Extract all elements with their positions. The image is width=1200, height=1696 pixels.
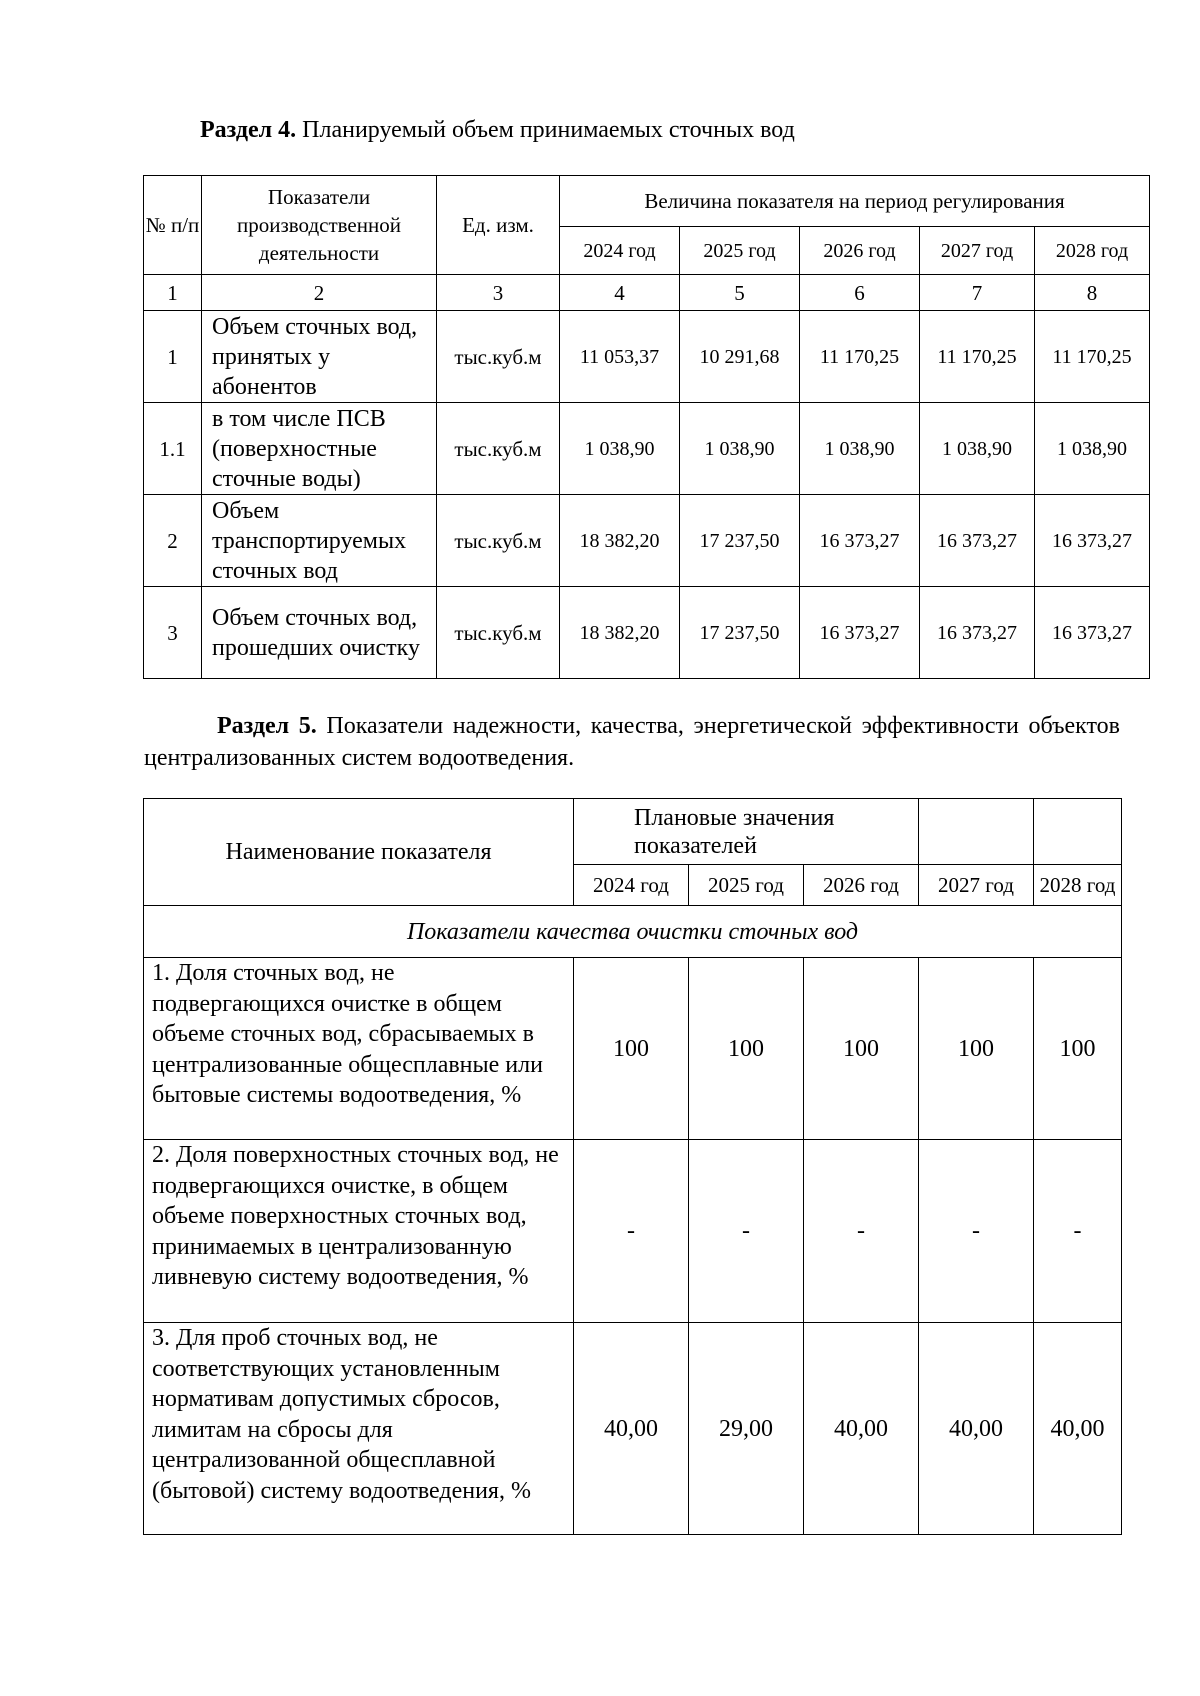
header-year: 2026 год bbox=[800, 227, 920, 275]
row-no: 1 bbox=[144, 311, 202, 403]
indicator-value: - bbox=[804, 1140, 919, 1323]
indicator-value: - bbox=[1034, 1140, 1122, 1323]
section4-title: Планируемый объем принимаемых сточных вод bbox=[302, 117, 795, 143]
table-row bbox=[144, 311, 1150, 403]
row-value: 11 053,37 bbox=[560, 311, 680, 403]
header-indicator: Показатели производственной деятельности bbox=[202, 176, 437, 275]
row-value: 11 170,25 bbox=[920, 311, 1035, 403]
row-unit: тыс.куб.м bbox=[437, 495, 560, 587]
row-value: 16 373,27 bbox=[800, 587, 920, 679]
row-value: 16 373,27 bbox=[920, 495, 1035, 587]
table-row bbox=[144, 1140, 1122, 1323]
indicator-value: 100 bbox=[804, 958, 919, 1140]
section4-table bbox=[143, 175, 1150, 679]
row-value: 17 237,50 bbox=[680, 495, 800, 587]
header-year: 2025 год bbox=[689, 865, 804, 906]
section5-table bbox=[143, 798, 1122, 1535]
table-row bbox=[144, 403, 1150, 495]
indicator-value: - bbox=[919, 1140, 1034, 1323]
row-no: 3 bbox=[144, 587, 202, 679]
column-number: 1 bbox=[144, 275, 202, 311]
indicator-name: 3. Для проб сточных вод, не соответствующих установленным нормативам допустимых сбросов, лимитам на сбросы для централизованной общесплавной (бытовой) систему водоотведения, % bbox=[144, 1323, 574, 1535]
row-value: 11 170,25 bbox=[800, 311, 920, 403]
indicator-value: 100 bbox=[689, 958, 804, 1140]
row-unit: тыс.куб.м bbox=[437, 587, 560, 679]
indicator-value: - bbox=[689, 1140, 804, 1323]
indicator-name: 2. Доля поверхностных сточных вод, не подвергающихся очистке, в общем объеме поверхностных сточных вод, принимаемых в централизованную ливневую систему водоотведения, % bbox=[144, 1140, 574, 1323]
table-row bbox=[144, 495, 1150, 587]
row-unit: тыс.куб.м bbox=[437, 311, 560, 403]
row-value: 1 038,90 bbox=[800, 403, 920, 495]
row-no: 2 bbox=[144, 495, 202, 587]
row-value: 17 237,50 bbox=[680, 587, 800, 679]
column-number: 7 bbox=[920, 275, 1035, 311]
indicator-value: 100 bbox=[1034, 958, 1122, 1140]
indicator-value: 100 bbox=[574, 958, 689, 1140]
row-value: 16 373,27 bbox=[800, 495, 920, 587]
row-value: 16 373,27 bbox=[1035, 587, 1150, 679]
header-year: 2025 год bbox=[680, 227, 800, 275]
row-unit: тыс.куб.м bbox=[437, 403, 560, 495]
header-unit: Ед. изм. bbox=[437, 176, 560, 275]
row-name: Объем сточных вод, прошедших очистку bbox=[202, 587, 437, 679]
row-value: 16 373,27 bbox=[1035, 495, 1150, 587]
column-number: 6 bbox=[800, 275, 920, 311]
row-value: 1 038,90 bbox=[920, 403, 1035, 495]
section5-title: Показатели надежности, качества, энергетической эффективности объектов централизованных систем водоотведения. bbox=[144, 713, 1120, 771]
indicator-value: 100 bbox=[919, 958, 1034, 1140]
row-value: 16 373,27 bbox=[920, 587, 1035, 679]
header-year: 2028 год bbox=[1034, 865, 1122, 906]
indicator-name: 1. Доля сточных вод, не подвергающихся очистке в общем объеме сточных вод, сбрасываемых в централизованные общесплавные или бытовые системы водоотведения, % bbox=[144, 958, 574, 1140]
header-year: 2024 год bbox=[574, 865, 689, 906]
header-year: 2024 год bbox=[560, 227, 680, 275]
column-number: 2 bbox=[202, 275, 437, 311]
row-name: в том числе ПСВ (поверхностные сточные воды) bbox=[202, 403, 437, 495]
row-value: 18 382,20 bbox=[560, 495, 680, 587]
row-no: 1.1 bbox=[144, 403, 202, 495]
section5-heading bbox=[144, 710, 1120, 774]
section4-heading bbox=[200, 114, 795, 146]
row-value: 1 038,90 bbox=[1035, 403, 1150, 495]
table-row bbox=[144, 1323, 1122, 1535]
indicator-value: 40,00 bbox=[1034, 1323, 1122, 1535]
header-year: 2027 год bbox=[920, 227, 1035, 275]
row-value: 11 170,25 bbox=[1035, 311, 1150, 403]
row-value: 1 038,90 bbox=[560, 403, 680, 495]
header-empty bbox=[919, 799, 1034, 865]
section4-label: Раздел 4. bbox=[200, 117, 297, 143]
section5-label: Раздел 5. bbox=[217, 713, 317, 739]
header-empty bbox=[1034, 799, 1122, 865]
indicator-value: 40,00 bbox=[919, 1323, 1034, 1535]
row-value: 10 291,68 bbox=[680, 311, 800, 403]
indicator-value: 29,00 bbox=[689, 1323, 804, 1535]
section-subheading: Показатели качества очистки сточных вод bbox=[144, 906, 1122, 958]
header-year: 2027 год bbox=[919, 865, 1034, 906]
row-name: Объем транспортируемых сточных вод bbox=[202, 495, 437, 587]
column-number: 3 bbox=[437, 275, 560, 311]
column-number: 4 bbox=[560, 275, 680, 311]
table-row bbox=[144, 587, 1150, 679]
column-number: 8 bbox=[1035, 275, 1150, 311]
header-indicator-name: Наименование показателя bbox=[144, 799, 574, 906]
header-no: № п/п bbox=[144, 176, 202, 275]
header-plan-values: Плановые значения показателей bbox=[574, 799, 919, 865]
indicator-value: - bbox=[574, 1140, 689, 1323]
table-row bbox=[144, 958, 1122, 1140]
header-value-period: Величина показателя на период регулирования bbox=[560, 176, 1150, 227]
row-name: Объем сточных вод, принятых у абонентов bbox=[202, 311, 437, 403]
header-year: 2028 год bbox=[1035, 227, 1150, 275]
indicator-value: 40,00 bbox=[804, 1323, 919, 1535]
row-value: 18 382,20 bbox=[560, 587, 680, 679]
row-value: 1 038,90 bbox=[680, 403, 800, 495]
column-number: 5 bbox=[680, 275, 800, 311]
indicator-value: 40,00 bbox=[574, 1323, 689, 1535]
header-year: 2026 год bbox=[804, 865, 919, 906]
